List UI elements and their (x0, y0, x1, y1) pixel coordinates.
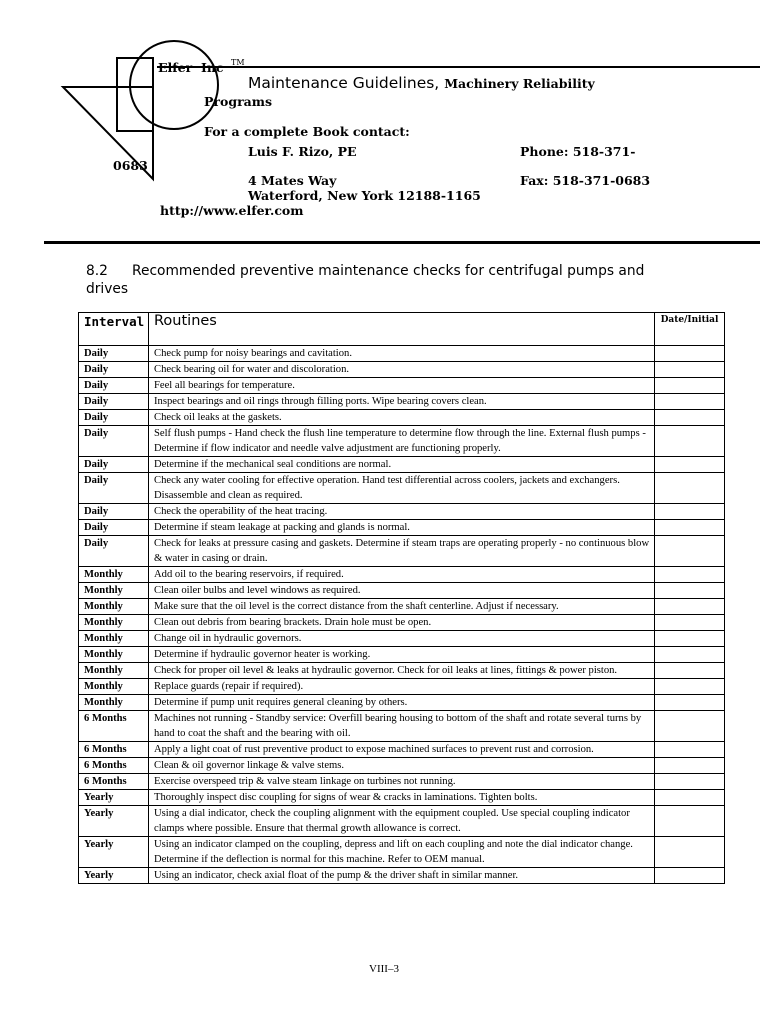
row-date-initial-field[interactable] (655, 742, 725, 758)
row-date-initial-field[interactable] (655, 378, 725, 394)
row-routine: Check any water cooling for effective operation. Hand test differential across coolers, jackets and exchangers. Disassemble and clean as required. (149, 473, 655, 504)
row-interval: Yearly (79, 868, 149, 884)
row-interval: Daily (79, 410, 149, 426)
row-interval: Daily (79, 473, 149, 504)
table-row (79, 410, 725, 426)
row-routine: Determine if the mechanical seal conditions are normal. (149, 457, 655, 473)
address-line-1: 4 Mates Way (248, 173, 337, 188)
row-date-initial-field[interactable] (655, 663, 725, 679)
row-interval: Monthly (79, 567, 149, 583)
logo-circle (130, 41, 218, 129)
row-date-initial-field[interactable] (655, 394, 725, 410)
row-interval: Monthly (79, 679, 149, 695)
row-routine: Check oil leaks at the gaskets. (149, 410, 655, 426)
page-number: VIII–3 (369, 963, 399, 975)
row-routine: Check the operability of the heat tracing. (149, 504, 655, 520)
row-routine: Using an indicator clamped on the coupling, depress and lift on each coupling and note the dial indicator change. Determine if the deflection is normal for this machine. Refer to OEM manual. (149, 837, 655, 868)
table-row (79, 362, 725, 378)
row-interval: Monthly (79, 583, 149, 599)
row-interval: Daily (79, 362, 149, 378)
row-interval: 6 Months (79, 742, 149, 758)
header-top-rule (157, 66, 760, 68)
row-interval: Daily (79, 426, 149, 457)
table-row (79, 711, 725, 742)
row-date-initial-field[interactable] (655, 599, 725, 615)
row-interval: Monthly (79, 631, 149, 647)
row-date-initial-field[interactable] (655, 615, 725, 631)
table-row (79, 567, 725, 583)
table-row (79, 520, 725, 536)
contact-phone: Phone: 518-371- (520, 144, 636, 159)
row-interval: 6 Months (79, 774, 149, 790)
row-date-initial-field[interactable] (655, 520, 725, 536)
header-routines: Routines (149, 313, 655, 346)
row-interval: Monthly (79, 599, 149, 615)
table-row (79, 426, 725, 457)
row-interval: Daily (79, 520, 149, 536)
row-routine: Exercise overspeed trip & valve steam linkage on turbines not running. (149, 774, 655, 790)
row-date-initial-field[interactable] (655, 473, 725, 504)
contact-name: Luis F. Rizo, PE (248, 144, 357, 159)
company-name: Elfer (158, 60, 193, 75)
company-suffix: Inc (201, 60, 224, 75)
row-date-initial-field[interactable] (655, 711, 725, 742)
row-date-initial-field[interactable] (655, 774, 725, 790)
table-row (79, 583, 725, 599)
header-interval: Interval (79, 313, 149, 346)
contact-fax: Fax: 518-371-0683 (520, 173, 651, 188)
row-routine: Inspect bearings and oil rings through filling ports. Wipe bearing covers clean. (149, 394, 655, 410)
row-interval: Yearly (79, 806, 149, 837)
row-routine: Clean & oil governor linkage & valve stems. (149, 758, 655, 774)
title-subtitle-continued: Programs (204, 94, 273, 109)
title-main: Maintenance Guidelines, (248, 74, 440, 92)
row-date-initial-field[interactable] (655, 426, 725, 457)
row-date-initial-field[interactable] (655, 758, 725, 774)
table-row (79, 599, 725, 615)
row-interval: Monthly (79, 695, 149, 711)
section-heading (86, 262, 686, 298)
row-date-initial-field[interactable] (655, 457, 725, 473)
row-routine: Clean out debris from bearing brackets. Drain hole must be open. (149, 615, 655, 631)
row-routine: Make sure that the oil level is the correct distance from the shaft centerline. Adjust if necessary. (149, 599, 655, 615)
row-interval: 6 Months (79, 711, 149, 742)
header-date-initial: Date/Initial (655, 313, 725, 346)
row-routine: Check for leaks at pressure casing and gaskets. Determine if steam traps are operating properly - no continuous blow & water in casing or drain. (149, 536, 655, 567)
website-link[interactable]: http://www.elfer.com (160, 203, 304, 218)
row-routine: Check pump for noisy bearings and cavitation. (149, 346, 655, 362)
table-row (79, 837, 725, 868)
table-row (79, 663, 725, 679)
row-routine: Apply a light coat of rust preventive product to expose machined surfaces to prevent rust and corrosion. (149, 742, 655, 758)
row-date-initial-field[interactable] (655, 679, 725, 695)
row-interval: Daily (79, 394, 149, 410)
row-routine: Determine if hydraulic governor heater is working. (149, 647, 655, 663)
row-routine: Self flush pumps - Hand check the flush line temperature to determine flow through the line. External flush pumps - Determine if flow indicator and needle valve adjustment are functioning properly. (149, 426, 655, 457)
title-subtitle: Machinery Reliability (444, 76, 595, 91)
table-row (79, 806, 725, 837)
row-routine: Clean oiler bulbs and level windows as required. (149, 583, 655, 599)
row-interval: Yearly (79, 837, 149, 868)
address-line-2: Waterford, New York 12188-1165 (248, 188, 481, 203)
header-bottom-rule (44, 241, 760, 244)
row-date-initial-field[interactable] (655, 790, 725, 806)
section-number: 8.2 (86, 263, 108, 279)
row-interval: Yearly (79, 790, 149, 806)
table-row (79, 868, 725, 884)
table-row (79, 378, 725, 394)
row-date-initial-field[interactable] (655, 647, 725, 663)
row-date-initial-field[interactable] (655, 567, 725, 583)
row-routine: Machines not running - Standby service: Overfill bearing housing to bottom of the shaft and rotate several turns by hand to coat the shaft and the bearing with oil. (149, 711, 655, 742)
row-routine: Change oil in hydraulic governors. (149, 631, 655, 647)
row-routine: Determine if steam leakage at packing and glands is normal. (149, 520, 655, 536)
row-interval: Daily (79, 504, 149, 520)
row-date-initial-field[interactable] (655, 806, 725, 837)
row-routine: Using a dial indicator, check the coupling alignment with the equipment coupled. Use special coupling indicator clamps where possible. Ensure that thermal growth allowance is correct. (149, 806, 655, 837)
table-row (79, 790, 725, 806)
table-row (79, 457, 725, 473)
table-row (79, 536, 725, 567)
table-row (79, 695, 725, 711)
table-row (79, 679, 725, 695)
row-date-initial-field[interactable] (655, 536, 725, 567)
maintenance-checks-table (78, 312, 725, 884)
row-date-initial-field[interactable] (655, 695, 725, 711)
row-routine: Check for proper oil level & leaks at hydraulic governor. Check for oil leaks at lines, fittings & power piston. (149, 663, 655, 679)
row-interval: Monthly (79, 615, 149, 631)
table-row (79, 742, 725, 758)
row-date-initial-field[interactable] (655, 631, 725, 647)
contact-phone-wrap: 0683 (113, 158, 148, 173)
row-interval: Monthly (79, 663, 149, 679)
row-date-initial-field[interactable] (655, 868, 725, 884)
row-interval: Daily (79, 457, 149, 473)
row-routine: Feel all bearings for temperature. (149, 378, 655, 394)
table-row (79, 346, 725, 362)
row-interval: Daily (79, 536, 149, 567)
row-date-initial-field[interactable] (655, 346, 725, 362)
row-date-initial-field[interactable] (655, 837, 725, 868)
contact-label: For a complete Book contact: (204, 124, 410, 139)
row-interval: Daily (79, 346, 149, 362)
row-interval: 6 Months (79, 758, 149, 774)
row-routine: Add oil to the bearing reservoirs, if required. (149, 567, 655, 583)
row-interval: Daily (79, 378, 149, 394)
section-title-text: Recommended preventive maintenance checks for centrifugal pumps and drives (86, 263, 645, 297)
table-row (79, 394, 725, 410)
table-body (79, 346, 725, 884)
row-date-initial-field[interactable] (655, 410, 725, 426)
row-routine: Replace guards (repair if required). (149, 679, 655, 695)
trademark-symbol: TM (231, 58, 245, 67)
row-date-initial-field[interactable] (655, 583, 725, 599)
table-row (79, 504, 725, 520)
row-date-initial-field[interactable] (655, 504, 725, 520)
table-row (79, 631, 725, 647)
row-routine: Determine if pump unit requires general cleaning by others. (149, 695, 655, 711)
table-row (79, 774, 725, 790)
row-date-initial-field[interactable] (655, 362, 725, 378)
table-row (79, 615, 725, 631)
row-routine: Check bearing oil for water and discoloration. (149, 362, 655, 378)
document-title (248, 74, 595, 92)
table-row (79, 647, 725, 663)
row-routine: Thoroughly inspect disc coupling for signs of wear & cracks in laminations. Tighten bolts. (149, 790, 655, 806)
table-header-row (79, 313, 725, 346)
table-row (79, 758, 725, 774)
row-interval: Monthly (79, 647, 149, 663)
table-row (79, 473, 725, 504)
row-routine: Using an indicator, check axial float of the pump & the driver shaft in similar manner. (149, 868, 655, 884)
